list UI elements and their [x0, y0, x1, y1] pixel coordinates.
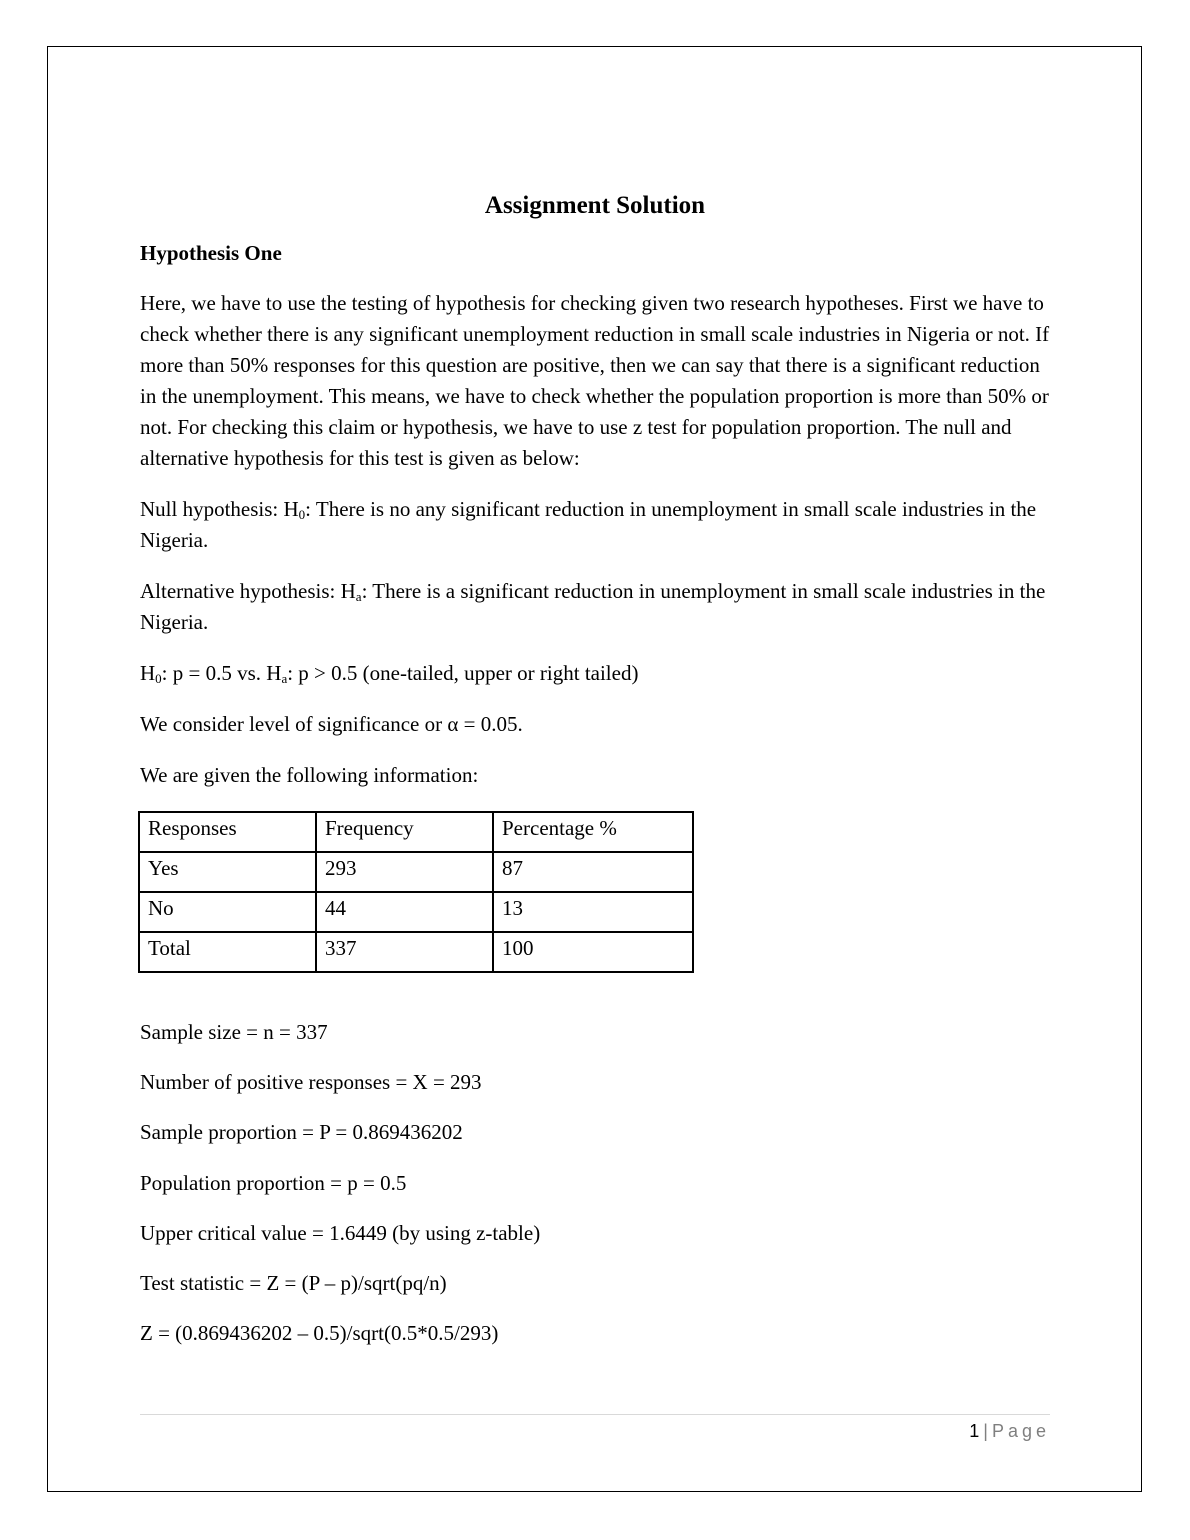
table-row: [139, 932, 693, 972]
null-hypothesis-prefix: Null hypothesis: H: [140, 497, 299, 521]
hypothesis-h0-letter: H: [140, 661, 156, 685]
test-statistic-computation: Z = (0.869436202 – 0.5)/sqrt(0.5*0.5/293): [140, 1321, 499, 1346]
table-header-cell: Frequency: [316, 812, 493, 852]
hypothesis-h0-subscript: 0: [155, 671, 162, 686]
population-proportion-line: Population proportion = p = 0.5: [140, 1170, 407, 1195]
significance-level: We consider level of significance or α = 0.05.: [140, 712, 523, 736]
table-cell: 293: [316, 852, 493, 892]
hypothesis-statement: [140, 658, 1050, 689]
responses-table: [138, 811, 694, 973]
footer-separator: |: [983, 1421, 988, 1441]
table-cell: Total: [139, 932, 316, 972]
hypothesis-end: : p > 0.5 (one-tailed, upper or right tailed): [287, 661, 639, 685]
sample-proportion-line: Sample proportion = P = 0.869436202: [140, 1120, 463, 1145]
intro-paragraph: Here, we have to use the testing of hypothesis for checking given two research hypotheses. First we have to check whether there is any significant unemployment reduction in small scale industries in Nigeria or not. If more than 50% responses for this question are positive, then we can say that there is a significant reduction in the unemployment. This means, we have to check whether the population proportion is more than 50% or not. For checking this claim or hypothesis, we have to use z test for population proportion. The null and alternative hypothesis for this test is given as below:: [140, 291, 1050, 470]
table-cell: 337: [316, 932, 493, 972]
table-header-cell: Responses: [139, 812, 316, 852]
table-cell: No: [139, 892, 316, 932]
null-hypothesis: [140, 494, 1050, 556]
table-header-cell: Percentage %: [493, 812, 693, 852]
table-cell: 87: [493, 852, 693, 892]
document-title: Assignment Solution: [484, 192, 706, 219]
alt-hypothesis-prefix: Alternative hypothesis: H: [140, 579, 356, 603]
given-info-line: We are given the following information:: [140, 763, 479, 787]
hypothesis-middle: : p = 0.5 vs. H: [161, 661, 282, 685]
page-number: 1: [969, 1421, 980, 1441]
hypothesis-ha-subscript: a: [281, 671, 288, 686]
table-cell: 44: [316, 892, 493, 932]
alt-hypothesis-text: : There is a significant reduction in unemployment in small scale industries in the Nigeria.: [140, 579, 1046, 634]
table-row: [139, 892, 693, 932]
alternative-hypothesis: [140, 576, 1050, 638]
positive-responses-line: Number of positive responses = X = 293: [140, 1070, 482, 1095]
table-cell: 100: [493, 932, 693, 972]
null-hypothesis-subscript: 0: [298, 507, 306, 522]
sample-size-line: Sample size = n = 337: [140, 1020, 328, 1044]
table-header-row: [139, 812, 693, 852]
document-body: [140, 186, 1050, 1368]
page-footer: [969, 1418, 1050, 1444]
section-heading: Hypothesis One: [140, 241, 282, 265]
table-row: [139, 852, 693, 892]
alt-hypothesis-subscript: a: [355, 589, 362, 604]
table-cell: 13: [493, 892, 693, 932]
null-hypothesis-text: : There is no any significant reduction in unemployment in small scale industries in the Nigeria.: [140, 497, 1037, 552]
footer-divider: [140, 1414, 1050, 1415]
test-statistic-formula: Test statistic = Z = (P – p)/sqrt(pq/n): [140, 1270, 447, 1295]
table-cell: Yes: [139, 852, 316, 892]
critical-value-line: Upper critical value = 1.6449 (by using z-table): [140, 1220, 541, 1245]
page-label: Page: [991, 1421, 1050, 1441]
